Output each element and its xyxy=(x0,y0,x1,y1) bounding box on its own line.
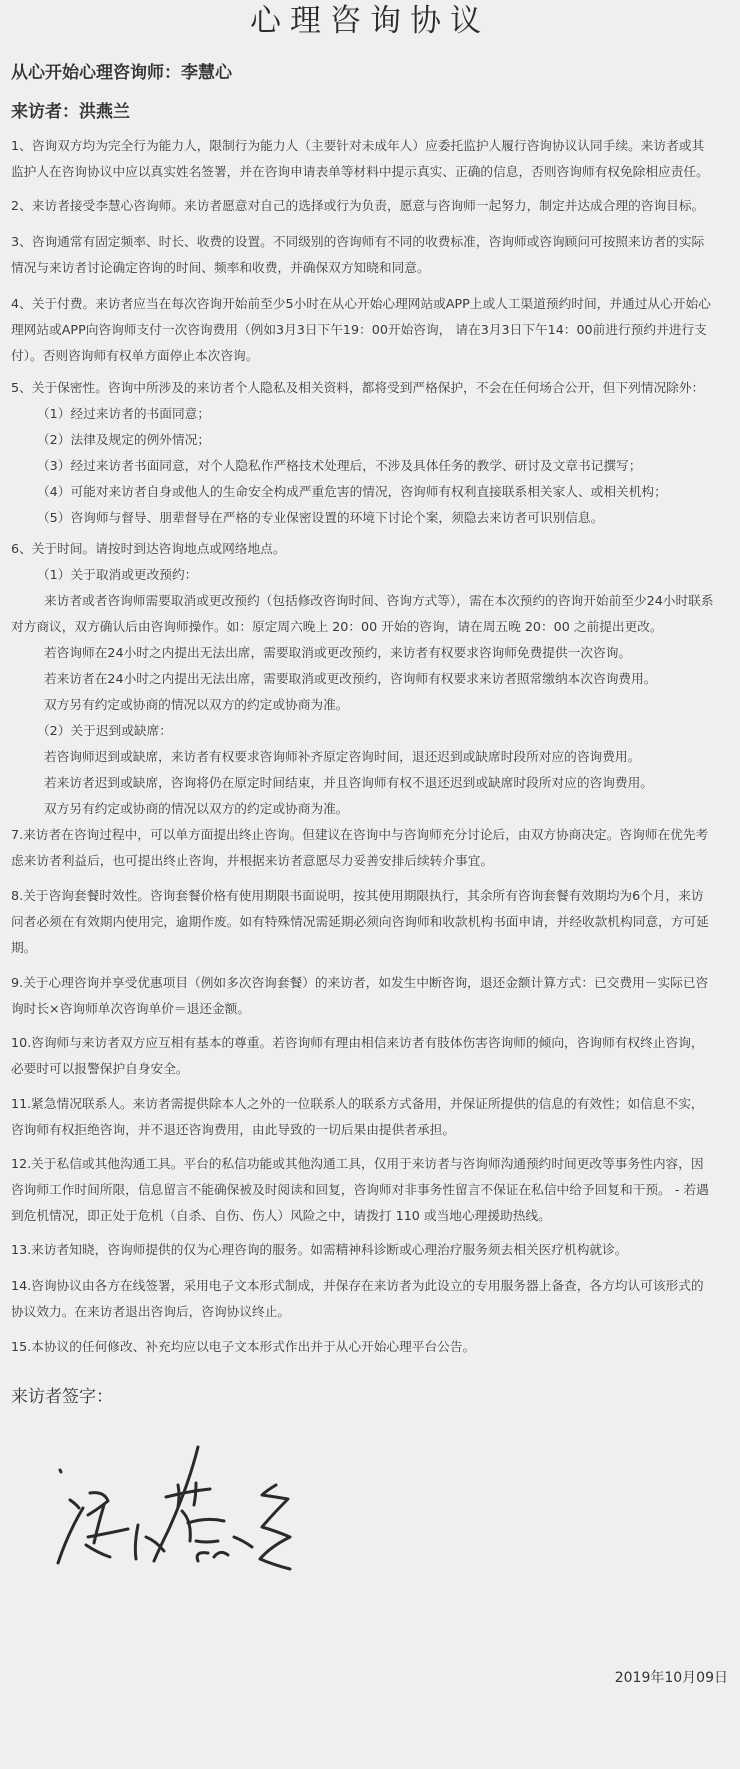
clause-7: 7.来访者在咨询过程中，可以单方面提出终止咨询。但建议在咨询中与咨询师充分讨论后，由双方协商决定。咨询师在优先考 虑来访者利益后，也可提出终止咨询，并根据来访者意愿尽力妥善安排后续转介事宜。 xyxy=(11,827,709,868)
counselor-name: 从心开始心理咨询师：李慧心 xyxy=(11,63,232,83)
clause-1: 1、咨询双方均为完全行为能力人，限制行为能力人（主要针对未成年人）应委托监护人履行咨询协议认同手续。来访者或其 监护人在咨询协议中应以真实姓名签署，并在咨询申请表单等材料中提示真实、正确的信息，否则咨询师有权免除相应责任。 xyxy=(11,138,709,179)
visitor-name: 来访者：洪燕兰 xyxy=(11,102,130,122)
signature-label: 来访者签字： xyxy=(11,1387,113,1407)
clause-8: 8.关于咨询套餐时效性。咨询套餐价格有使用期限书面说明，按其使用期限执行，其余所有咨询套餐有效期均为6个月，来访 问者必须在有效期内使用完，逾期作废。如有特殊情况需延期必须向咨询师和收款机构书面申请，并经收款机构同意，方可延 期。 xyxy=(11,888,709,955)
clause-11: 11.紧急情况联系人。来访者需提供除本人之外的一位联系人的联系方式备用，并保证所提供的信息的有效性；如信息不实， 咨询师有权拒绝咨询，并不退还咨询费用，由此导致的一切后果由提供者承担。 xyxy=(11,1096,704,1137)
clause-5: 5、关于保密性。咨询中所涉及的来访者个人隐私及相关资料，都将受到严格保护，不会在任何场合公开，但下列情况除外： （1）经过来访者的书面同意； （2）法律及规定的例外情况； （3）经过来访者书面同意，对个人隐私作严格技术处理后，不涉及具体任务的教学、研讨及文章书记撰写； （4）可能对来访者自身或他人的生命安全构成严重危害的情况，咨询师有权利直接联系相关家人、或相关机构； （5）咨询师与督导、朋辈督导在严格的专业保密设置的环境下讨论个案，须隐去来访者可识别信息。 xyxy=(11,380,705,525)
page-title: 心理咨询协议 xyxy=(250,3,490,39)
clause-14: 14.咨询协议由各方在线签署，采用电子文本形式制成，并保存在来访者为此设立的专用服务器上备查，各方均认可该形式的 协议效力。在来访者退出咨询后，咨询协议终止。 xyxy=(11,1278,704,1319)
clause-3: 3、咨询通常有固定频率、时长、收费的设置。不同级别的咨询师有不同的收费标准，咨询师或咨询顾问可按照来访者的实际 情况与来访者讨论确定咨询的时间、频率和收费，并确保双方知晓和同意。 xyxy=(11,234,705,275)
clause-12: 12.关于私信或其他沟通工具。平台的私信功能或其他沟通工具，仅用于来访者与咨询师沟通预约时间更改等事务性内容，因 咨询师工作时间所限，信息留言不能确保被及时阅读和回复，咨询师对非事务性留言不保证在私信中给予回复和干预。 - 若遇 到危机情况，即正处于危机（自杀、自伤、伤人）风险之中，请拨打 110 或当地心理援助热线。 xyxy=(11,1156,709,1223)
clause-6: 6、关于时间。请按时到达咨询地点或网络地点。 （1）关于取消或更改预约： 来访者或者咨询师需要取消或更改预约（包括修改咨询时间、咨询方式等），需在本次预约的咨询开始前至少24小时联系 对方商议，双方确认后由咨询师操作。如：原定周六晚上 20：00 开始的咨询，请在周五晚 20：00 之前提出更改。 若咨询师在24小时之内提出无法出席，需要取消或更改预约，来访者有权要求咨询师免费提供一次咨询。 若来访者在24小时之内提出无法出席，需要取消或更改预约，咨询师有权要求来访者照常缴纳本次咨询费用。 双方另有约定或协商的情况以双方的约定或协商为准。 （2）关于迟到或缺席： 若咨询师迟到或缺席，来访者有权要求咨询师补齐原定咨询时间，退还迟到或缺席时段所对应的咨询费用。 若来访者迟到或缺席，咨询将仍在原定时间结束，并且咨询师有权不退还迟到或缺席时段所对应的咨询费用。 双方另有约定或协商的情况以双方的约定或协商为准。 xyxy=(11,541,714,816)
signing-date: 2019年10月09日 xyxy=(614,1670,728,1686)
clause-15: 15.本协议的任何修改、补充均应以电子文本形式作出并于从心开始心理平台公告。 xyxy=(11,1339,476,1354)
handwritten-signature xyxy=(48,1445,338,1585)
clause-10: 10.咨询师与来访者双方应互相有基本的尊重。若咨询师有理由相信来访者有肢体伤害咨询师的倾向，咨询师有权终止咨询， 必要时可以报警保护自身安全。 xyxy=(11,1035,704,1076)
clause-4: 4、关于付费。来访者应当在每次咨询开始前至少5小时在从心开始心理网站或APP上或人工渠道预约时间，并通过从心开始心 理网站或APP向咨询师支付一次咨询费用（例如3月3日下午19：00开始咨询， 请在3月3日下午14：00前进行预约并进行支 付）。否则咨询师有权单方面停止本次咨询。 xyxy=(11,296,711,363)
clause-9: 9.关于心理咨询并享受优惠项目（例如多次咨询套餐）的来访者，如发生中断咨询，退还金额计算方式：已交费用－实际已咨 询时长×咨询师单次咨询单价＝退还金额。 xyxy=(11,975,709,1016)
clause-13: 13.来访者知晓，咨询师提供的仅为心理咨询的服务。如需精神科诊断或心理治疗服务须去相关医疗机构就诊。 xyxy=(11,1242,628,1257)
clause-2: 2、来访者接受李慧心咨询师。来访者愿意对自己的选择或行为负责，愿意与咨询师一起努力，制定并达成合理的咨询目标。 xyxy=(11,198,705,213)
